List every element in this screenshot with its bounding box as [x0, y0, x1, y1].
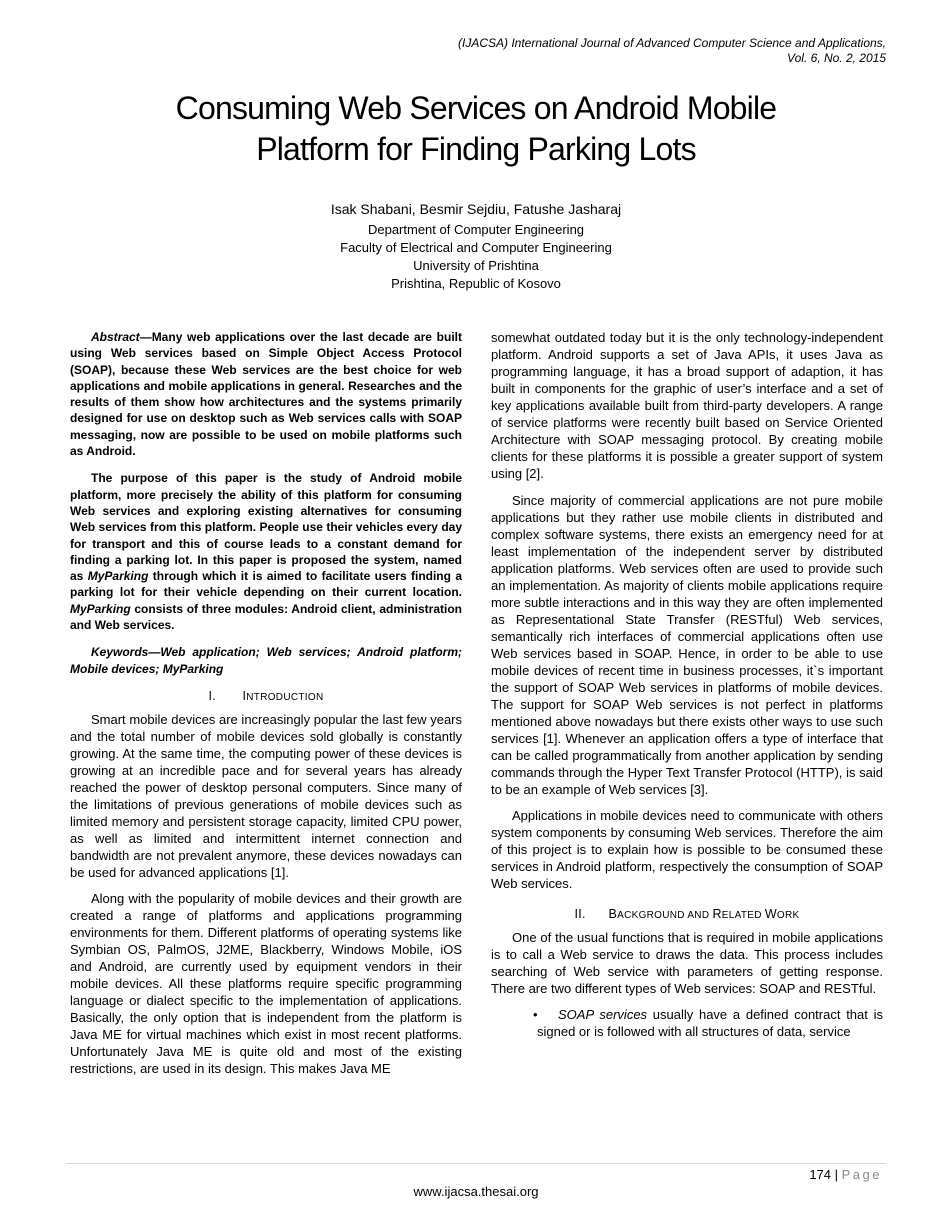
page-word: Page	[841, 1167, 882, 1182]
footer-divider	[66, 1163, 886, 1164]
abstract-purpose-text-a: The purpose of this paper is the study of Android mobile platform, more precisely the ability of this platform for consuming Web services and exploring existing alternatives for consuming Web services from this platform. People use their vehicles every day for transport and this of course leads to a constant demand for finding a parking lot. In this paper is proposed the system, named as	[70, 471, 462, 584]
bullet-dot-icon: •	[533, 1007, 538, 1022]
abstract	[70, 329, 462, 459]
abstract-text: Many web applications over the last decade are built using Web services based on Simple Object Access Protocol (SOAP), because these Web services are the best choice for web applications and mobile applications in general. Researches and the results of them show how architectures and the systems primarily designed for use on desktop such as Web services calls with SOAP messaging, now are possible to be used on mobile platforms such as Android.	[70, 330, 462, 459]
section-title-cap: B	[608, 907, 618, 921]
intro-paragraph-2: Along with the popularity of mobile devices and their growth are created a range of platforms and applications programming environments for them. Different platforms of operating systems like Symbian OS, PalmOS, J2ME, Blackberry, Windows Mobile, iOS and Android, are currently used by equipment vendors in their mobile devices. All these platforms require specific programming language or dialect specific to the implementation of applications. Basically, the only option that is independent from the platform is Java ME for virtual machines which exist in most recent platforms. Unfortunately Java ME is quite old and most of the existing restrictions, are used in its design. This makes Java ME	[70, 891, 462, 1077]
affiliation-faculty: Faculty of Electrical and Computer Engineering	[340, 240, 612, 255]
section-title-cap: R	[712, 907, 722, 921]
background-paragraph-1: One of the usual functions that is required in mobile applications is to call a Web service to draws the data. This process includes searching of Web service with parameters of getting response. There are two different types of Web services: SOAP and RESTful.	[491, 930, 883, 996]
section-title-rest: ACKGROUND AND	[617, 910, 713, 921]
affiliation-university: University of Prishtina	[413, 258, 539, 273]
section-heading-background	[491, 906, 883, 924]
page-separator: |	[831, 1167, 842, 1182]
page-number-value: 174	[809, 1167, 832, 1182]
section-number: I.	[208, 689, 217, 704]
intro-paragraph-4: Applications in mobile devices need to communicate with others system components by consuming Web services. Therefore the aim of this project is to explain how is possible to be consumed these services in Android platform, respectively the consumption of SOAP Web services.	[491, 808, 883, 891]
keywords	[70, 644, 462, 678]
affiliation-department: Department of Computer Engineering	[367, 222, 585, 237]
abstract-label: Abstract	[91, 330, 140, 344]
section-title-cap: W	[764, 907, 777, 921]
right-column	[491, 329, 883, 1049]
abstract-purpose	[70, 470, 462, 633]
abstract-purpose-text-b: through which it is aimed to facilitate users finding a parking lot for their vehicle depending on their current location.	[70, 569, 463, 600]
keywords-text: Web application; Web services; Android platform; Mobile devices; MyParking	[70, 645, 462, 677]
footer-website[interactable]: www.ijacsa.thesai.org	[413, 1184, 539, 1199]
page-number	[809, 1167, 882, 1183]
section-number: II.	[574, 907, 586, 921]
journal-volume: Vol. 6, No. 2, 2015	[787, 51, 886, 65]
intro-paragraph-2-continued: somewhat outdated today but it is the only technology-independent platform. Android supports a set of Java APIs, it uses Java as programming language, it has a broad support of adaption, it has built in components for the graphic of user’s interface and a set of key applications available built from third-party developers. A range of service platforms were recently built based on Service Oriented Architecture with SOAP messaging protocol. By creating mobile clients for these platforms it is possible a greater support of system using [2].	[491, 330, 883, 481]
intro-paragraph-3: Since majority of commercial applications are not pure mobile applications but they rather use mobile clients in distributed and complex software systems, there exists an emergency need for at least implementation of the independent server by distributed application platforms. Web services often are used to provide such an implementation. As majority of clients mobile applications require more subtle interactions and in this way they are often implemented as Representational State Transfer (RESTful) Web services, semantically rich interfaces of commercial applications often use Web services based in SOAP. Hence, in order to be able to use mobile devices of recent time in business processes, it`s important the support of SOAP Web services in platforms of mobile devices. The support for SOAP Web services is not perfect in platforms mentioned above nowadays but there exists other ways to use such services [1]. Whenever an application offers a type of interface that can be called programmatically from another application by sending commands through the Hyper Text Transfer Protocol (HTTP), is said to be an example of Web services [3].	[491, 493, 883, 797]
intro-paragraph-1: Smart mobile devices are increasingly popular the last few years and the total number of mobile devices sold globally is constantly growing. At the same time, the computing power of these devices is growing at an incredible pace and for several years has already reached the power of desktop personal computers. Since many of the limitations of previous generations of mobile devices such as limited memory and persistent storage capacity, limited CPU power, as well as limited and intermittent internet connection and bandwidth are not prevalent anymore, these devices nowadays can be used for advanced applications [1].	[70, 712, 462, 881]
affiliation-location: Prishtina, Republic of Kosovo	[391, 276, 561, 291]
bullet-text: usually have a defined contract that is signed or is followed with all structures of data, service	[537, 1007, 883, 1039]
abstract-dash: —	[139, 330, 152, 344]
abstract-system-name-2: MyParking	[70, 601, 131, 616]
journal-header	[458, 36, 886, 66]
paper-title	[60, 88, 892, 170]
title-line-1: Consuming Web Services on Android Mobile	[175, 90, 777, 126]
section-heading-introduction	[70, 688, 462, 706]
bullet-item-soap	[491, 1006, 883, 1040]
keywords-dash: —	[148, 645, 161, 660]
section-title-rest: ORK	[776, 910, 800, 921]
keywords-label: Keywords	[91, 645, 149, 660]
title-line-2: Platform for Finding Parking Lots	[256, 131, 696, 167]
journal-name: (IJACSA) International Journal of Advanced Computer Science and Applications,	[457, 36, 886, 50]
left-column	[70, 329, 462, 1086]
affiliation	[0, 221, 952, 293]
abstract-purpose-text-c: consists of three modules: Android client, administration and Web services.	[70, 601, 462, 633]
authors: Isak Shabani, Besmir Sejdiu, Fatushe Jasharaj	[330, 201, 622, 217]
section-title-cap: I	[242, 689, 247, 704]
abstract-system-name: MyParking	[87, 569, 149, 584]
section-title-rest: ELATED	[721, 910, 765, 921]
bullet-term: SOAP services	[558, 1007, 648, 1022]
section-title-rest: NTRODUCTION	[246, 692, 324, 704]
